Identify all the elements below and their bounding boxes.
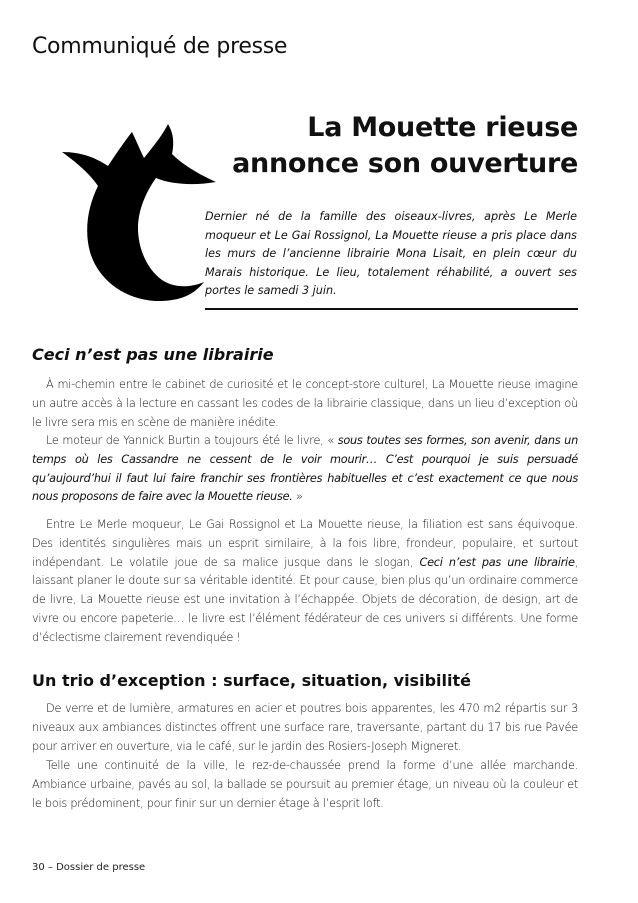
page-footer: 30 – Dossier de presse: [32, 862, 146, 873]
paragraph: Telle une continuité de la ville, le rez-de-chaussée prend la forme d’une allée marchande. Ambiance urbaine, pavés au sol, la ballade se poursuit au premier étage, un niveau où la couleur et le bois prédominent, pour finir sur un dernier étage à l’esprit loft.: [32, 759, 578, 810]
paragraph-quote: [32, 432, 578, 507]
seagull-logo-icon: [50, 120, 225, 310]
text-span: Entre Le Merle moqueur, Le Gai Rossignol et La Mouette rieuse, la filiation est sans équivoque. Des identités singulières mais un esprit similaire, à la fois libre, frondeur, populaire, et surtout indépendant. Le volatile joue de sa malice jusque dans le slogan,: [32, 518, 578, 569]
headline-line2: annonce son ouverture: [232, 148, 578, 179]
headline: [232, 110, 578, 182]
paragraph: [32, 516, 578, 648]
page-header-title: Communiqué de presse: [32, 34, 288, 59]
paragraph: De verre et de lumière, armatures en acier et poutres bois apparentes, les 470 m2 répartis sur 3 niveaux aux ambiances distinctes offrent une surface rare, traversante, partant du 17 bis rue Pavée pour arriver en ouverture, via le café, sur le jardin des Rosiers-Joseph Migneret.: [32, 702, 578, 753]
quote-close: »: [292, 490, 303, 504]
paragraph: À mi-chemin entre le cabinet de curiosité et le concept-store culturel, La Mouette rieuse imagine un autre accès à la lecture en cassant les codes de la librairie classique, dans un lieu d’exception où le livre sera mis en scène de manière inédite.: [32, 378, 578, 429]
headline-line1: La Mouette rieuse: [307, 112, 578, 143]
section-title-trio: Un trio d’exception : surface, situation, visibilité: [32, 671, 471, 690]
intro-divider: [205, 308, 578, 310]
quote-intro: Le moteur de Yannick Burtin a toujours été le livre, «: [46, 434, 338, 447]
slogan: Ceci n’est pas une librairie: [419, 555, 575, 569]
section-title-librairie: Ceci n’est pas une librairie: [32, 345, 274, 364]
quote-text: sous toutes ses formes, son avenir, dans un temps où les Cassandre ne cessent de le voir mourir… C’est pourquoi je suis persuadé qu’aujourd’hui il faut lui faire franchir ses frontières habituelles et c’est exactement ce que nous nous proposons de faire avec la Mouette rieuse.: [32, 434, 578, 504]
text-span: , laissant planer le doute sur sa véritable identité. Et pour cause, bien plus qu’un ordinaire commerce de livre, La Mouette rieuse est une invitation à l’échappée. Objets de décoration, de design, art de vivre ou encore papeterie… le livre est l’élément fédérateur de ces univers si différents. Une forme d’éclectisme clairement revendiquée !: [32, 555, 578, 644]
intro-paragraph: Dernier né de la famille des oiseaux-livres, après Le Merle moqueur et Le Gai Rossignol, La Mouette rieuse a pris place dans les murs de l’ancienne librairie Mona Lisait, en plein cœur du Marais historique. Le lieu, totalement réhabilité, a ouvert ses portes le samedi 3 juin.: [205, 210, 577, 297]
